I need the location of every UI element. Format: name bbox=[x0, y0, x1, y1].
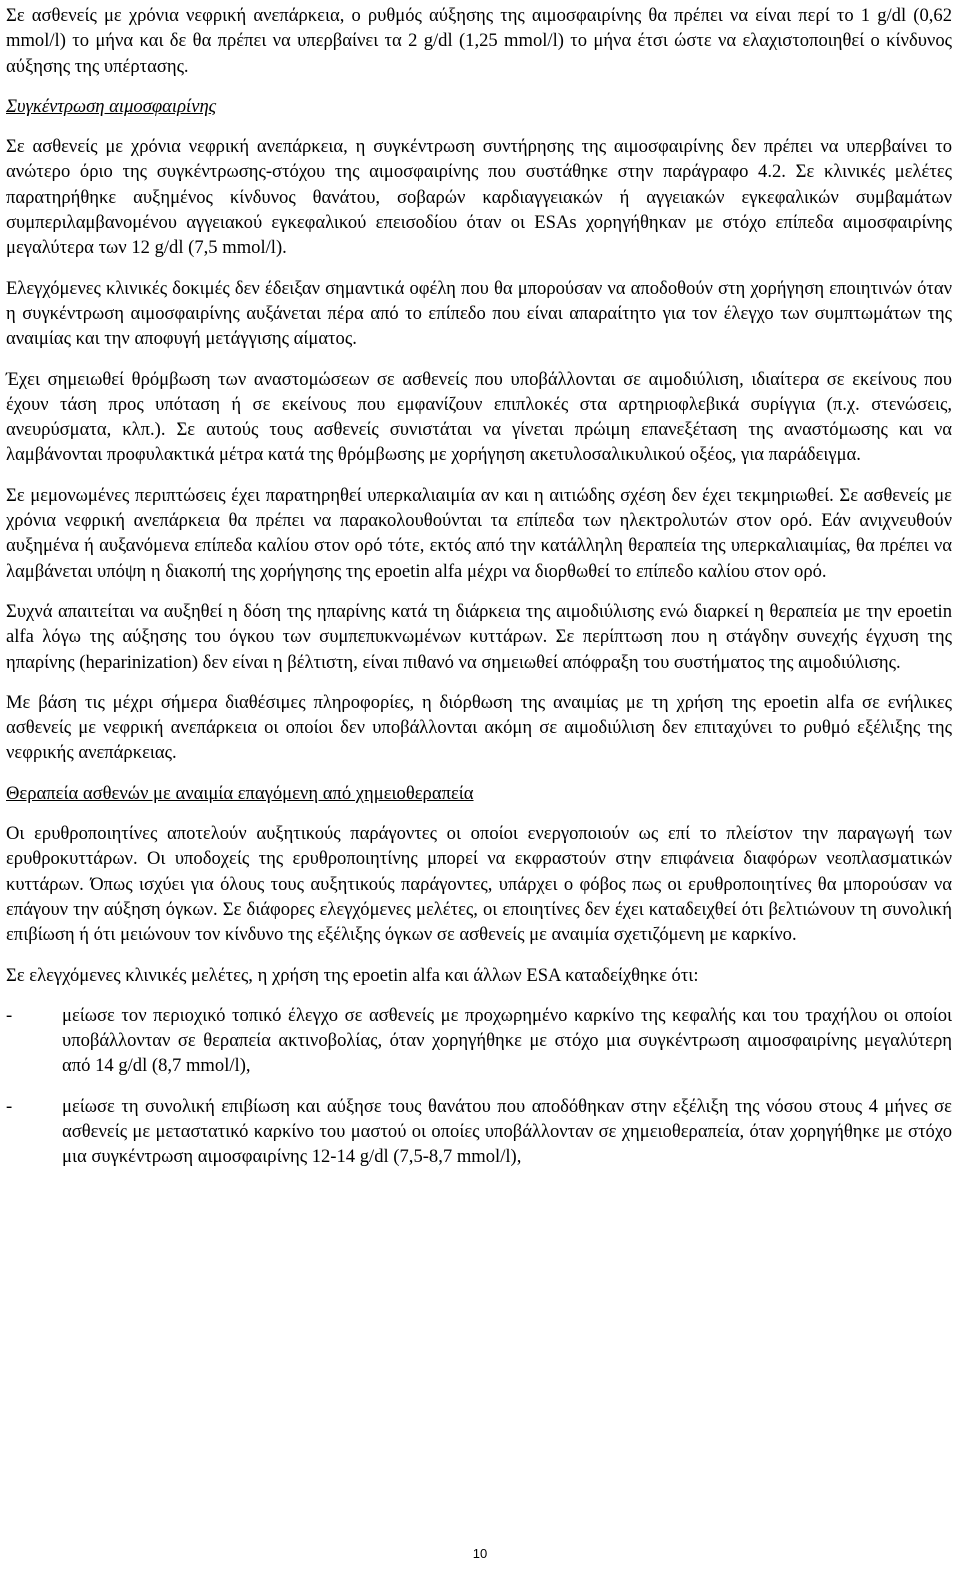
document-page bbox=[6, 3, 952, 1185]
section-heading-hemoglobin-concentration: Συγκέντρωση αιμοσφαιρίνης bbox=[6, 95, 217, 117]
section-heading-chemotherapy-anaemia: Θεραπεία ασθενών με αναιμία επαγόμενη από χημειοθεραπεία bbox=[6, 782, 474, 804]
bullet-text: μείωσε τον περιοχικό τοπικό έλεγχο σε ασθενείς με προχωρημένο καρκίνο της κεφαλής και του τραχήλου οι οποίοι υποβάλλονταν σε θεραπεία ακτινοβολίας, όταν χορηγήθηκε με στόχο μια συγκέντρωση αιμοσφαιρίνης μεγαλύτερη από 14 g/dl (8,7 mmol/l), bbox=[62, 1004, 952, 1077]
list-item bbox=[6, 1094, 952, 1170]
paragraph-controlled-studies-intro: Σε ελεγχόμενες κλινικές μελέτες, η χρήση της epoetin alfa και άλλων ESA καταδείχθηκε ότι: bbox=[6, 964, 699, 986]
paragraph-hemoglobin-rate: Σε ασθενείς με χρόνια νεφρική ανεπάρκεια, ο ρυθμός αύξησης της αιμοσφαιρίνης θα πρέπει να είναι περί το 1 g/dl (0,62 mmol/l) το μήνα και δε θα πρέπει να υπερβαίνει τα 2 g/dl (1,25 mmol/l) το μήνα έτσι ώστε να ελαχιστοποιηθεί ο κίνδυνος αύξησης της υπέρτασης. bbox=[6, 5, 952, 77]
paragraph-shunt-thrombosis: Έχει σημειωθεί θρόμβωση των αναστομώσεων σε ασθενείς που υποβάλλονται σε αιμοδιύλιση, ιδιαίτερα σε εκείνους που έχουν τάση προς υπόταση ή σε εκείνους που εμφανίζουν επιπλοκές στα αρτηριοφλεβικά συρίγγια (π.χ. στενώσεις, ανευρύσματα, κλπ.). Σε αυτούς τους ασθενείς συνιστάται να γίνεται πρώιμη επανεξέταση της αναστόμωσης και να λαμβάνονται προφυλακτικά μέτρα κατά της θρόμβωσης με χορήγηση ακετυλοσαλικυλικού οξέος, για παράδειγμα. bbox=[6, 368, 952, 466]
bullet-marker: - bbox=[6, 1095, 13, 1117]
page-number: 10 bbox=[472, 1546, 488, 1561]
paragraph-renal-insufficiency: Με βάση τις μέχρι σήμερα διαθέσιμες πληροφορίες, η διόρθωση της αναιμίας με τη χρήση της epoetin alfa σε ενήλικες ασθενείς με νεφρική ανεπάρκεια οι οποίοι δεν υποβάλλονται ακόμη σε αιμοδιύλιση δεν επιταχύνει το ρυθμό εξέλιξης της νεφρικής ανεπάρκειας. bbox=[6, 691, 952, 764]
list-item bbox=[6, 1003, 952, 1079]
paragraph-heparin-dose: Συχνά απαιτείται να αυξηθεί η δόση της ηπαρίνης κατά τη διάρκεια της αιμοδιύλισης ενώ διαρκεί η θεραπεία με την epoetin alfa λόγω της αύξησης του όγκου των συμπεπυκνωμένων κυττάρων. Σε περίπτωση που η στάγδην συνεχής έγχυση της ηπαρίνης (heparinization) δεν είναι η βέλτιστη, είναι πιθανό να σημειωθεί απόφραξη του συστήματος της αιμοδιύλισης. bbox=[6, 600, 952, 673]
paragraph-maintenance-concentration: Σε ασθενείς με χρόνια νεφρική ανεπάρκεια, η συγκέντρωση συντήρησης της αιμοσφαιρίνης δεν πρέπει να υπερβαίνει το ανώτερο όριο της συγκέντρωσης-στόχου της αιμοσφαιρίνης που συστάθηκε στην παράγραφο 4.2. Σε κλινικές μελέτες παρατηρήθηκε αυξημένος κίνδυνος θανάτου, σοβαρών καρδιαγγειακών ή αγγειακών εγκεφαλικών συμβαμάτων συμπεριλαμβανομένου αγγειακού εγκεφαλικού επεισοδίου όταν οι ESAs χορηγήθηκαν με στόχο επίπεδα αιμοσφαιρίνης μεγαλύτερα των 12 g/dl (7,5 mmol/l). bbox=[6, 136, 952, 259]
paragraph-hyperkalaemia: Σε μεμονωμένες περιπτώσεις έχει παρατηρηθεί υπερκαλιαιμία αν και η αιτιώδης σχέση δεν έχει τεκμηριωθεί. Σε ασθενείς με χρόνια νεφρική ανεπάρκεια θα πρέπει να παρακολουθούνται τα επίπεδα των ηλεκτρολυτών στον ορό. Εάν ανιχνευθούν αυξημένα ή αυξανόμενα επίπεδα καλίου στον ορό τότε, εκτός από την κατάλληλη θεραπεία της υπερκαλιαιμίας, θα πρέπει να λαμβάνεται υπόψη η διακοπή της χορήγησης της epoetin alfa μέχρι να διορθωθεί το επίπεδο καλίου στον ορό. bbox=[6, 484, 952, 582]
bullet-marker: - bbox=[6, 1004, 13, 1026]
bullet-text: μείωσε τη συνολική επιβίωση και αύξησε τους θανάτου που αποδόθηκαν στην εξέλιξη της νόσου στους 4 μήνες σε ασθενείς με μεταστατικό καρκίνο του μαστού οι οποίες υποβάλλονταν σε χημειοθεραπεία, όταν χορηγήθηκε με στόχο μια συγκέντρωση αιμοσφαιρίνης 12-14 g/dl (7,5-8,7 mmol/l), bbox=[62, 1095, 952, 1168]
paragraph-controlled-trials: Ελεγχόμενες κλινικές δοκιμές δεν έδειξαν σημαντικά οφέλη που θα μπορούσαν να αποδοθούν στη χορήγηση εποιητινών όταν η συγκέντρωση αιμοσφαιρίνης αυξάνεται πέρα από το επίπεδο που είναι απαραίτητο για τον έλεγχο των συμπτωμάτων της αναιμίας και την αποφυγή μετάγγισης αίματος. bbox=[6, 277, 952, 350]
paragraph-erythropoietins: Οι ερυθροποιητίνες αποτελούν αυξητικούς παράγοντες οι οποίοι ενεργοποιούν ως επί το πλείστον την παραγωγή των ερυθροκυττάρων. Οι υποδοχείς της ερυθροποιητίνης μπορεί να εκφραστούν στην επιφάνεια διαφόρων νεοπλασματικών κυττάρων. Όπως ισχύει για όλους τους αυξητικούς παράγοντες, υπάρχει ο φόβος πως οι ερυθροποιητίνες θα μπορούσαν να επάγουν την αύξηση όγκων. Σε διάφορες ελεγχόμενες μελέτες, οι εποιητίνες δεν έχει καταδειχθεί ότι βελτιώνουν τη συνολική επιβίωση ή ότι μειώνουν τον κίνδυνο της εξέλιξης όγκων σε ασθενείς με αναιμία σχετιζόμενη με καρκίνο. bbox=[6, 823, 952, 946]
